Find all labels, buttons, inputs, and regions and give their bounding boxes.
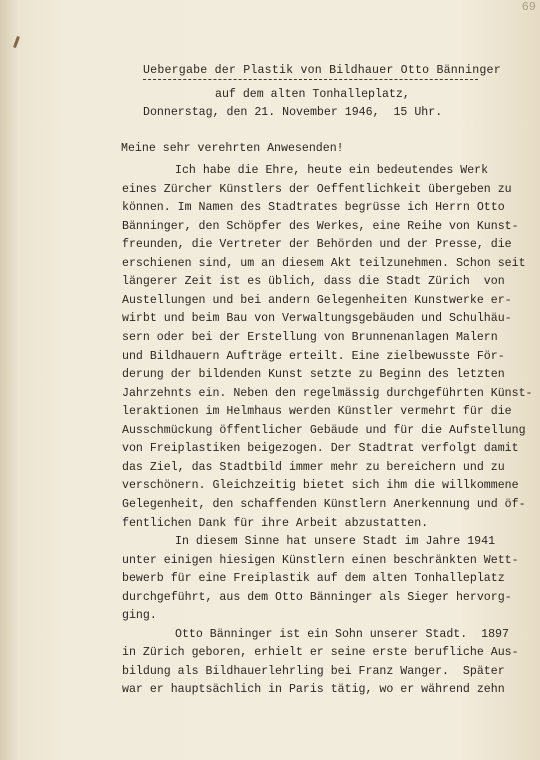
body-line: das Ziel, das Stadtbild immer mehr zu bereichern und zu	[122, 460, 505, 474]
body-line: war er hauptsächlich in Paris tätig, wo er während zehn	[122, 683, 505, 697]
body-line: in Zürich geboren, erhielt er seine erste berufliche Aus-	[122, 646, 519, 660]
body-line: Otto Bänninger ist ein Sohn unserer Stadt. 1897	[175, 627, 509, 641]
title-underline	[143, 79, 478, 80]
date-line: Donnerstag, den 21. November 1946, 15 Uhr.	[143, 106, 443, 119]
body-line: leraktionen im Helmhaus werden Künstler vermehrt für die	[122, 405, 512, 419]
body-line: derung der bildenden Kunst setzte zu Beginn des letzten	[122, 368, 505, 382]
body-line: Gelegenheit, den schaffenden Künstlern Anerkennung und öf-	[122, 497, 526, 511]
body-line: längerer Zeit ist es üblich, dass die Stadt Zürich von	[122, 275, 505, 289]
body-line: Austellungen und bei andern Gelegenheiten Kunstwerke er-	[122, 293, 512, 307]
body-line: durchgeführt, aus dem Otto Bänninger als Sieger hervorg-	[122, 590, 512, 604]
body-line: ging.	[122, 609, 157, 623]
body-line: und Bildhauern Aufträge erteilt. Eine zielbewusste För-	[122, 349, 505, 363]
salutation: Meine sehr verehrten Anwesenden!	[121, 142, 344, 155]
body-line: unter einigen hiesigen Künstlern einen beschränkten Wett-	[122, 553, 519, 567]
body-line: eines Zürcher Künstlers der Oeffentlichkeit übergeben zu	[122, 182, 512, 196]
body-line: Jahrzehnts ein. Neben den regelmässig durchgeführten Künst-	[122, 386, 533, 400]
corner-mark: 69	[521, 0, 536, 14]
body-line: fentlichen Dank für ihre Arbeit abzustatten.	[122, 516, 429, 530]
body-line: wirbt und beim Bau von Verwaltungsgebäuden und Schulhäu-	[122, 312, 512, 326]
body-line: In diesem Sinne hat unsere Stadt im Jahre 1941	[175, 535, 496, 548]
body-line: können. Im Namen des Stadtrates begrüsse ich Herrn Otto	[122, 201, 505, 215]
body-line: Ich habe die Ehre, heute ein bedeutendes Werk	[175, 164, 489, 177]
body-line: sern oder bei der Erstellung von Brunnenanlagen Malern	[122, 331, 498, 344]
body-line: verschönern. Gleichzeitig bietet sich ihm die willkommene	[122, 479, 519, 493]
body-line: bewerb für eine Freiplastik auf dem alten Tonhalleplatz	[122, 572, 505, 586]
body-line: freunden, die Vertreter der Behörden und der Presse, die	[122, 238, 512, 252]
body-line: erschienen sind, um an diesem Akt teilzunehmen. Schon seit	[122, 256, 526, 270]
location-line: auf dem alten Tonhalleplatz,	[215, 88, 410, 101]
body-line: von Freiplastiken beigezogen. Der Stadtrat verfolgt damit	[122, 442, 519, 456]
body-line: Ausschmückung öffentlicher Gebäude und für die Aufstellung	[122, 423, 526, 437]
document-title: Uebergabe der Plastik von Bildhauer Otto Bänninger	[143, 64, 501, 77]
body-line: bildung als Bildhauerlehrling bei Franz Wanger. Später	[122, 664, 505, 678]
body-line: Bänninger, den Schöpfer des Werkes, eine Reihe von Kunst-	[122, 219, 519, 233]
